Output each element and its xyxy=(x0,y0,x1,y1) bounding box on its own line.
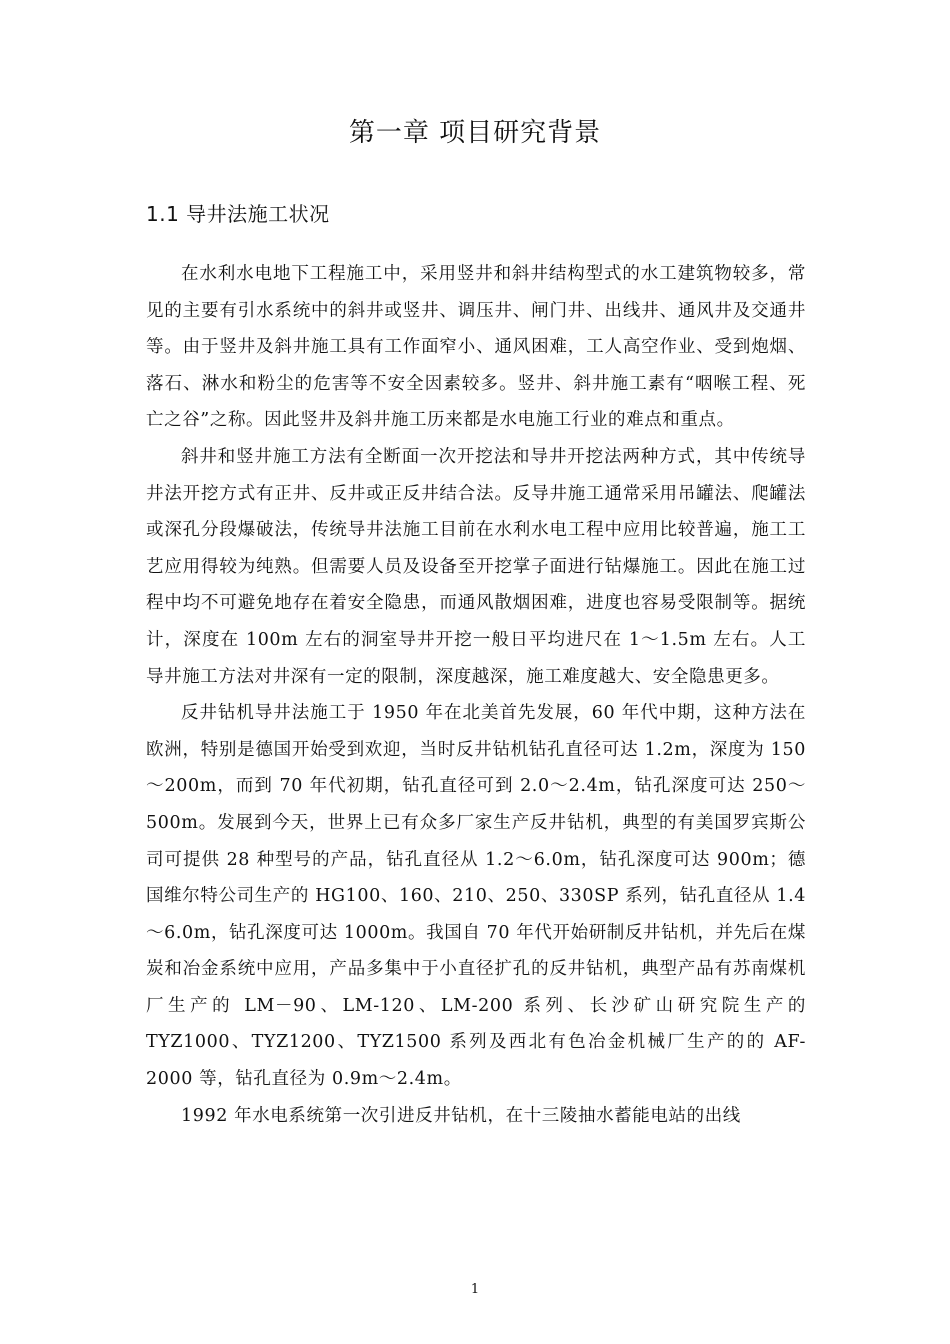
paragraph-3: 反井钻机导井法施工于 1950 年在北美首先发展，60 年代中期，这种方法在欧洲，特别是德国开始受到欢迎，当时反井钻机钻孔直径可达 1.2m，深度为 150～200m，而到 70 年代初期，钻孔直径可到 2.0～2.4m，钻孔深度可达 250～500m。发展到今天，世界上已有众多厂家生产反井钻机，典型的有美国罗宾斯公司可提供 28 种型号的产品，钻孔直径从 1.2～6.0m，钻孔深度可达 900m；德国维尔特公司生产的 HG100、160、210、250、330SP 系列，钻孔直径从 1.4～6.0m，钻孔深度可达 1000m。我国自 70 年代开始研制反井钻机，并先后在煤炭和冶金系统中应用，产品多集中于小直径扩孔的反井钻机，典型产品有苏南煤机厂生产的 LM－90、LM-120、LM-200 系列、长沙矿山研究院生产的 TYZ1000、TYZ1200、TYZ1500 系列及西北有色冶金机械厂生产的的 AF-2000 等，钻孔直径为 0.9m～2.4m。 xyxy=(146,703,806,1090)
page-number: 1 xyxy=(470,1282,480,1297)
section-title: 1.1 导井法施工状况 xyxy=(146,202,330,226)
paragraph-4: 1992 年水电系统第一次引进反井钻机，在十三陵抽水蓄能电站的出线 xyxy=(181,1105,741,1126)
chapter-title: 第一章 项目研究背景 xyxy=(348,118,602,148)
paragraph-1: 在水利水电地下工程施工中，采用竖井和斜井结构型式的水工建筑物较多，常见的主要有引水系统中的斜井或竖井、调压井、闸门井、出线井、通风井及交通井等。由于竖井及斜井施工具有工作面窄小、通风困难，工人高空作业、受到炮烟、落石、淋水和粉尘的危害等不安全因素较多。竖井、斜井施工素有“咽喉工程、死亡之谷”之称。因此竖井及斜井施工历来都是水电施工行业的难点和重点。 xyxy=(146,264,806,431)
paragraph-2: 斜井和竖井施工方法有全断面一次开挖法和导井开挖法两种方式，其中传统导井法开挖方式有正井、反井或正反井结合法。反导井施工通常采用吊罐法、爬罐法或深孔分段爆破法，传统导井法施工目前在水利水电工程中应用比较普遍，施工工艺应用得较为纯熟。但需要人员及设备至开挖掌子面进行钻爆施工。因此在施工过程中均不可避免地存在着安全隐患，而通风散烟困难，进度也容易受限制等。据统计，深度在 100m 左右的洞室导井开挖一般日平均进尺在 1～1.5m 左右。人工导井施工方法对井深有一定的限制，深度越深，施工难度越大、安全隐患更多。 xyxy=(146,446,806,687)
body-text xyxy=(146,256,806,1134)
